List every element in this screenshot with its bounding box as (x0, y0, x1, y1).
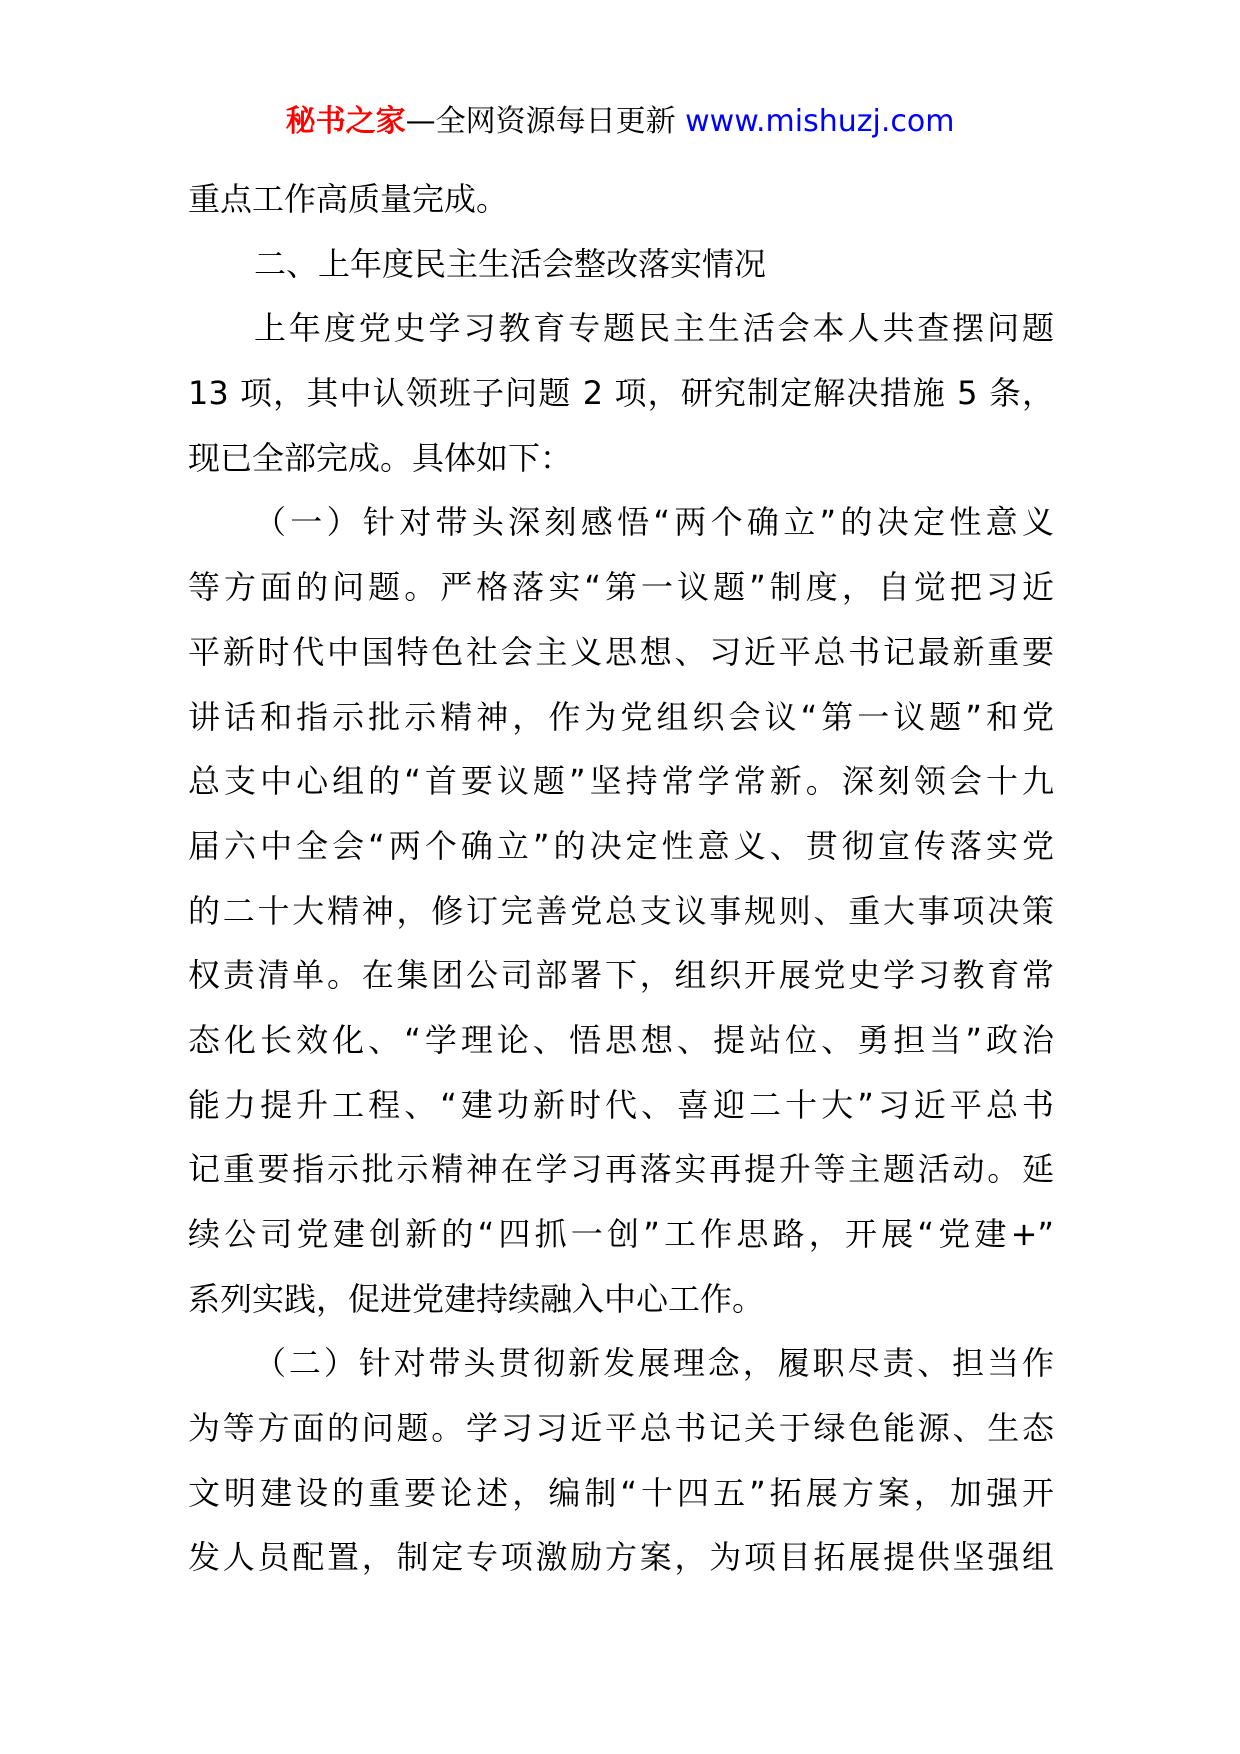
section-heading: 二、上年度民主生活会整改落实情况 (254, 244, 767, 283)
body-line: 续公司党建创新的“四抓一创”工作思路，开展“党建+” (188, 1215, 1054, 1253)
body-line: 文明建设的重要论述，编制“十四五”拓展方案，加强开 (188, 1473, 1054, 1512)
page-header (0, 102, 1240, 142)
body-line: 系列实践，促进党建持续融入中心工作。 (188, 1279, 765, 1318)
body-line: 的二十大精神，修订完善党总支议事规则、重大事项决策 (188, 891, 1054, 930)
body-line: 届六中全会“两个确立”的决定性意义、贯彻宣传落实党 (188, 826, 1054, 865)
document-body (188, 167, 1054, 1590)
body-line: 讲话和指示批示精神，作为党组织会议“第一议题”和党 (188, 697, 1054, 736)
body-line: 记重要指示批示精神在学习再落实再提升等主题活动。延 (188, 1150, 1054, 1189)
body-line: 平新时代中国特色社会主义思想、习近平总书记最新重要 (188, 632, 1054, 671)
header-tagline: —全网资源每日更新 (405, 104, 676, 139)
header-url-link[interactable]: www.mishuzj.com (685, 104, 955, 139)
body-line: 总支中心组的“首要议题”坚持常学常新。深刻领会十九 (188, 762, 1054, 801)
body-line: 上年度党史学习教育专题民主生活会本人共查摆问题 (254, 309, 1054, 348)
body-line: 13 项，其中认领班子问题 2 项，研究制定解决措施 5 条， (188, 374, 1054, 413)
header-brand: 秘书之家 (285, 104, 406, 139)
body-line: 能力提升工程、“建功新时代、喜迎二十大”习近平总书 (188, 1085, 1054, 1124)
body-line: 等方面的问题。严格落实“第一议题”制度，自觉把习近 (188, 568, 1054, 607)
body-line: 重点工作高质量完成。 (188, 180, 509, 218)
body-line: 为等方面的问题。学习习近平总书记关于绿色能源、生态 (188, 1409, 1054, 1448)
body-line: 态化长效化、“学理论、悟思想、提站位、勇担当”政治 (188, 1020, 1054, 1059)
subsection-line: （一）针对带头深刻感悟“两个确立”的决定性意义 (254, 503, 1054, 542)
subsection-line: （二）针对带头贯彻新发展理念，履职尽责、担当作 (254, 1344, 1054, 1383)
body-line: 现已全部完成。具体如下： (188, 438, 573, 477)
body-line: 权责清单。在集团公司部署下，组织开展党史学习教育常 (188, 956, 1054, 995)
body-line: 发人员配置，制定专项激励方案，为项目拓展提供坚强组 (188, 1538, 1054, 1577)
